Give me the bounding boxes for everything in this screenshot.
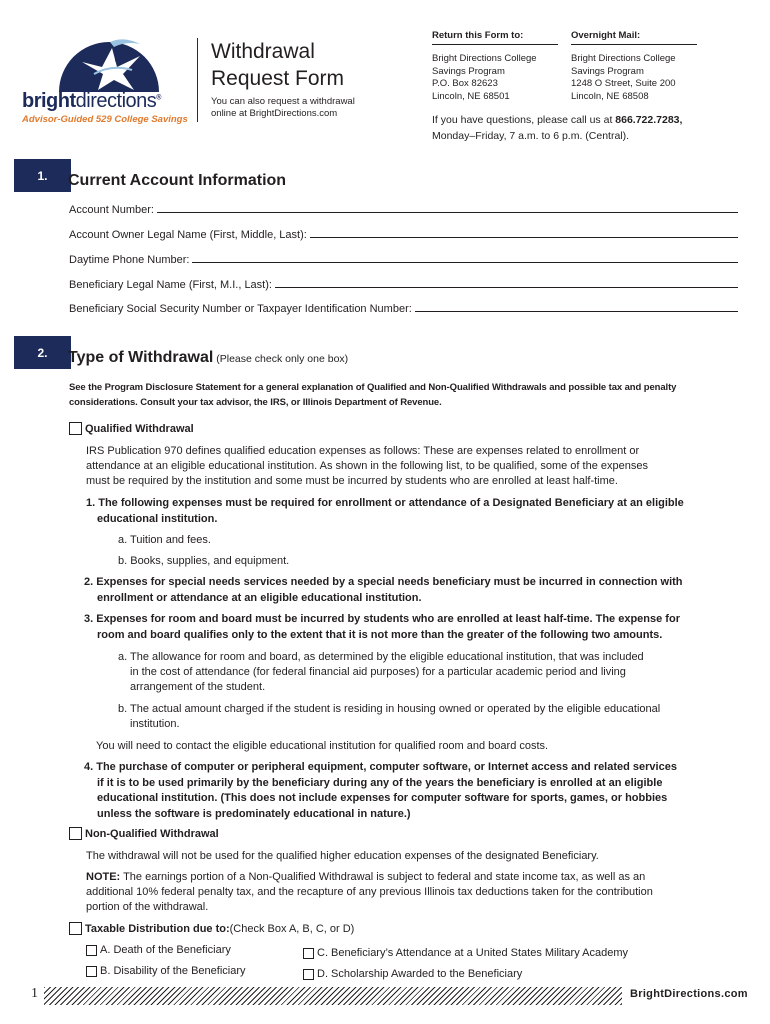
taxable-option-b-checkbox[interactable]	[86, 966, 97, 977]
qualified-item3a: a. The allowance for room and board, as determined by the eligible educational institution, that was included in the cost of attendance (for federal financial aid purposes) for a particular academic period and living arrangement of the student.	[118, 651, 644, 693]
beneficiary-name-field[interactable]: Beneficiary Legal Name (First, M.I., Last):	[69, 275, 738, 291]
room-board-contact-note: You will need to contact the eligible educational institution for qualified room and board costs.	[96, 740, 549, 752]
taxable-distribution-note: (Check Box A, B, C, or D)	[229, 922, 355, 935]
contact-phone: 866.722.7283,	[615, 114, 683, 126]
qualified-item3b: b. The actual amount charged if the student is residing in housing owned or operated by the eligible educational institution.	[118, 703, 661, 730]
beneficiary-ssn-field[interactable]: Beneficiary Social Security Number or Taxpayer Identification Number:	[69, 299, 738, 315]
disclosure-note-line2: considerations. Consult your tax advisor, the IRS, or Illinois Department of Revenue.	[69, 397, 442, 408]
qualified-withdrawal-checkbox[interactable]	[69, 422, 82, 435]
qualified-item3: 3. Expenses for room and board must be incurred by students who are enrolled at least half-time. The expense for room and board qualifies only to the extent that it is not more than the greater of the following two amounts.	[84, 613, 680, 641]
logo-brand-bold: bright	[22, 90, 76, 112]
note-label: NOTE:	[86, 871, 121, 883]
qualified-item1: 1. The following expenses must be required for enrollment or attendance of a Designated Beneficiary at an eligible educational institution.	[86, 497, 684, 525]
return-form-rule	[432, 44, 558, 45]
taxable-distribution-label: Taxable Distribution due to:	[85, 922, 230, 935]
brightdirections-logo	[22, 34, 192, 129]
qualified-intro: IRS Publication 970 defines qualified education expenses as follows: These are expenses related to enrollment or attendance at an eligible educational institution. As shown in the following list, to be qualified, some of the expenses must be required by the institution and some must be incurred by students who are enrolled at least half-time.	[86, 445, 648, 487]
taxable-option-a[interactable]: A. Death of the Beneficiary	[86, 944, 231, 956]
daytime-phone-field[interactable]: Daytime Phone Number:	[69, 250, 738, 266]
logo-registered: ®	[156, 94, 161, 102]
taxable-option-c[interactable]: C. Beneficiary’s Attendance at a United States Military Academy	[303, 947, 628, 959]
nonqualified-withdrawal-checkbox[interactable]	[69, 827, 82, 840]
taxable-distribution-option[interactable]	[69, 922, 354, 935]
qualified-item1a: a. Tuition and fees.	[118, 534, 211, 546]
section1-title: Current Account Information	[68, 172, 287, 189]
return-form-address: Bright Directions College Savings Program P.O. Box 82623 Lincoln, NE 68501	[432, 53, 537, 102]
nonqualified-note: NOTE: The earnings portion of a Non-Qualified Withdrawal is subject to federal and state income tax, as well as an additional 10% federal penalty tax, and the recapture of any previous Illinois tax deductions taken for the contribution portion of the withdrawal.	[86, 871, 653, 913]
form-title-line2: Request Form	[211, 67, 345, 90]
taxable-option-d-checkbox[interactable]	[303, 969, 314, 980]
taxable-option-c-checkbox[interactable]	[303, 948, 314, 959]
footer-website: BrightDirections.com	[630, 988, 748, 1000]
section2-title: Type of Withdrawal (Please check only one box)	[68, 349, 349, 366]
footer-hatch-bar	[44, 987, 622, 1005]
taxable-option-b[interactable]: B. Disability of the Beneficiary	[86, 965, 246, 977]
section2-number: 2.	[14, 336, 71, 369]
overnight-mail-address: Bright Directions College Savings Program 1248 O Street, Suite 200 Lincoln, NE 68508	[571, 53, 676, 102]
taxable-option-d[interactable]: D. Scholarship Awarded to the Beneficiary	[303, 968, 522, 980]
page-number: 1	[31, 986, 38, 1001]
logo-brand-light: directions	[75, 90, 157, 112]
form-subtitle-line1: You can also request a withdrawal	[211, 96, 355, 107]
contact-info-line1: If you have questions, please call us at 866.722.7283,	[432, 114, 683, 126]
qualified-withdrawal-label: Qualified Withdrawal	[85, 422, 194, 435]
nonqualified-withdrawal-option[interactable]	[69, 827, 219, 840]
account-number-field[interactable]: Account Number:	[69, 200, 738, 216]
nonqualified-withdrawal-label: Non-Qualified Withdrawal	[85, 827, 219, 840]
logo-star-figure-icon	[54, 34, 164, 92]
section1-number: 1.	[14, 159, 71, 192]
qualified-withdrawal-option[interactable]	[69, 422, 194, 435]
form-subtitle-line2: online at BrightDirections.com	[211, 108, 338, 119]
account-owner-name-field[interactable]: Account Owner Legal Name (First, Middle, Last):	[69, 225, 738, 241]
qualified-item1b: b. Books, supplies, and equipment.	[118, 555, 290, 567]
nonqualified-text: The withdrawal will not be used for the qualified higher education expenses of the designated Beneficiary.	[86, 850, 599, 862]
overnight-mail-rule	[571, 44, 697, 45]
form-title-line1: Withdrawal	[211, 40, 315, 63]
overnight-mail-label: Overnight Mail:	[571, 30, 641, 41]
logo-tagline: Advisor-Guided 529 College Savings	[22, 114, 188, 125]
qualified-item2: 2. Expenses for special needs services needed by a special needs beneficiary must be incurred in connection with enrollment or attendance at an eligible educational institution.	[84, 576, 683, 604]
contact-info-line2: Monday–Friday, 7 a.m. to 6 p.m. (Central).	[432, 130, 630, 142]
return-form-label: Return this Form to:	[432, 30, 524, 41]
header-divider	[197, 38, 198, 122]
qualified-item4: 4. The purchase of computer or peripheral equipment, computer software, or Internet access and related services if it is to be used primarily by the beneficiary during any of the years the beneficiary is enrolled at an eligible educational institution. (This does not include expenses for computer software for sports, games, or hobbies unless the software is predominately educational in nature.)	[84, 761, 677, 820]
taxable-option-a-checkbox[interactable]	[86, 945, 97, 956]
disclosure-note-line1: See the Program Disclosure Statement for a general explanation of Qualified and Non-Qualified Withdrawals and possible tax and penalty	[69, 382, 677, 393]
taxable-distribution-checkbox[interactable]	[69, 922, 82, 935]
